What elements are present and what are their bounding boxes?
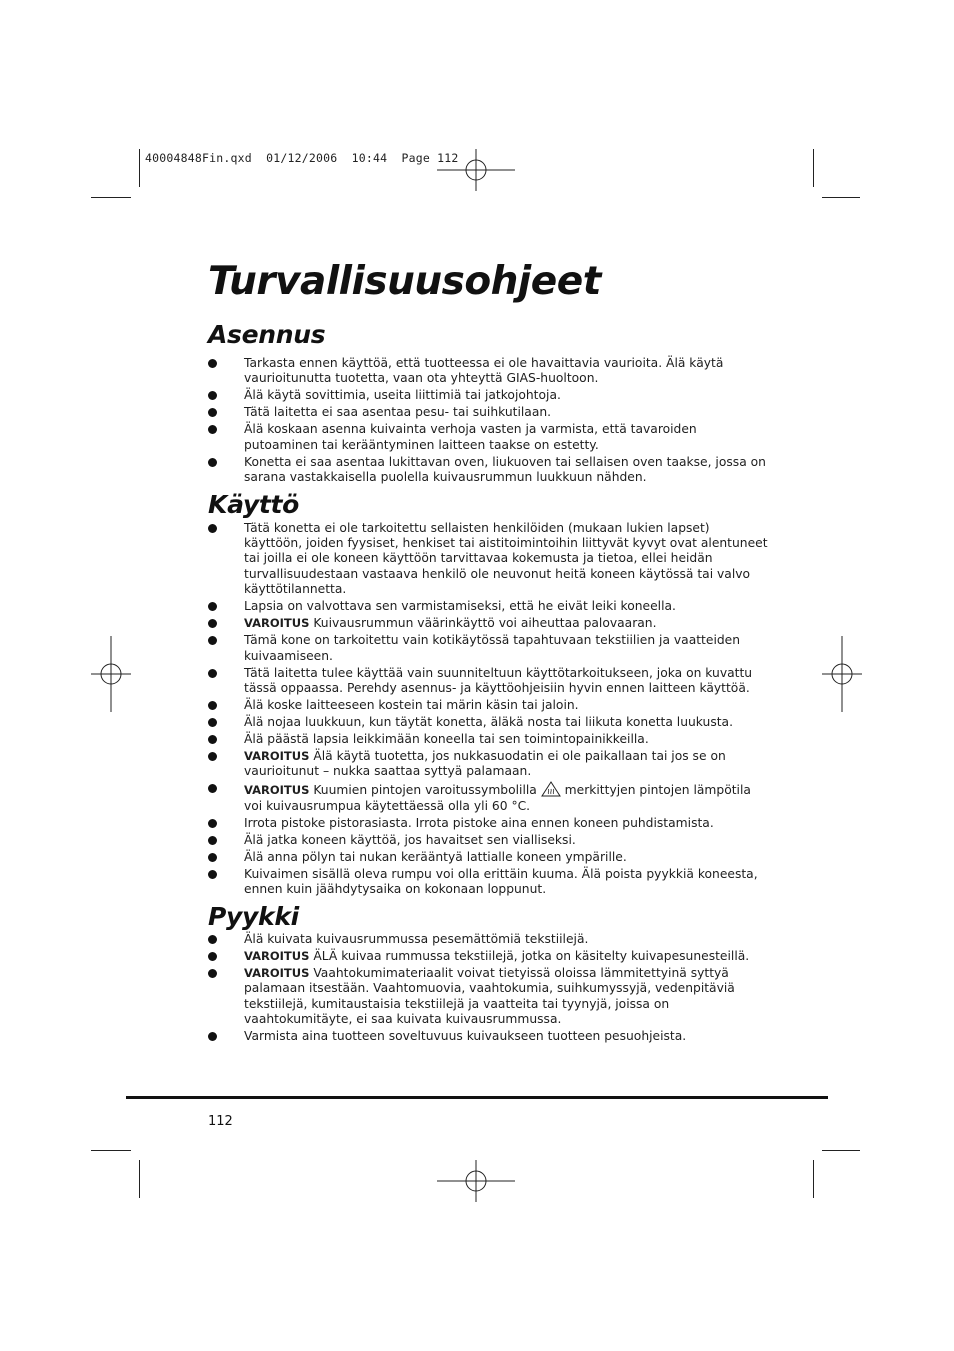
bullet-icon	[208, 619, 217, 628]
page-content	[208, 258, 768, 1046]
kaytto-list	[208, 521, 768, 898]
list-item: Konetta ei saa asentaa lukittavan oven, liukuoven tai sellaisen oven taakse, jossa on sarana vastakkaisella puolella kuivausrummun luukkuun nähden.	[208, 455, 768, 486]
bullet-icon	[208, 1032, 217, 1041]
list-item: Älä koskaan asenna kuivainta verhoja vasten ja varmista, että tavaroiden putoaminen tai kerääntyminen laitteen taakse on estetty.	[208, 422, 768, 453]
bullet-icon	[208, 870, 217, 879]
asennus-list	[208, 356, 768, 486]
printer-slug: 40004848Fin.qxd 01/12/2006 10:44 Page 112	[145, 151, 459, 165]
bullet-icon	[208, 718, 217, 727]
crop-mark	[813, 1160, 814, 1198]
warning-label: VAROITUS	[244, 965, 310, 980]
warning-label: VAROITUS	[244, 783, 310, 798]
list-item: Irrota pistoke pistorasiasta. Irrota pistoke aina ennen koneen puhdistamista.	[208, 816, 768, 831]
list-item: Älä anna pölyn tai nukan kerääntyä lattialle koneen ympärille.	[208, 850, 768, 865]
list-item: Kuivaimen sisällä oleva rumpu voi olla erittäin kuuma. Älä poista pyykkiä koneesta, ennen kuin jäähdytysaika on kokonaan loppunut.	[208, 867, 768, 898]
crop-mark	[822, 1150, 860, 1151]
bullet-icon	[208, 425, 217, 434]
bullet-icon	[208, 784, 217, 793]
bullet-icon	[208, 408, 217, 417]
list-item: VAROITUS Älä käytä tuotetta, jos nukkasuodatin ei ole paikallaan tai jos se on vaurioitunut – nukka saattaa syttyä palamaan.	[208, 749, 768, 780]
bullet-icon	[208, 935, 217, 944]
registration-mark-icon	[437, 1160, 515, 1202]
hot-surface-warning-icon	[541, 781, 561, 797]
list-item: Tarkasta ennen käyttöä, että tuotteessa ei ole havaittavia vaurioita. Älä käytä vaurioitunutta tuotetta, vaan ota yhteyttä GIAS-huoltoon.	[208, 356, 768, 387]
list-item: Tätä konetta ei ole tarkoitettu sellaisten henkilöiden (mukaan lukien lapset) käyttöön, joiden fyysiset, henkiset tai aistitoimintoihin liittyvät kyvyt ovat alentuneet tai joilla ei ole koneen käyttöön tarvittavaa kokemusta ja tietoa, ellei heidän turvallisuudestaan vastaava henkilö ole neuvonut heitä koneen käytössä tai valvo käyttötilannetta.	[208, 521, 768, 598]
page-title: Turvallisuusohjeet	[208, 259, 601, 304]
bullet-icon	[208, 524, 217, 533]
section-title-kaytto: Käyttö	[208, 489, 300, 519]
bullet-icon	[208, 853, 217, 862]
bullet-icon	[208, 359, 217, 368]
bullet-icon	[208, 819, 217, 828]
list-item: Tätä laitetta ei saa asentaa pesu- tai suihkutilaan.	[208, 405, 768, 420]
section-title-asennus: Asennus	[208, 320, 326, 349]
list-item: Älä koske laitteeseen kostein tai märin käsin tai jaloin.	[208, 698, 768, 713]
pyykki-list	[208, 932, 768, 1045]
page-number: 112	[208, 1114, 233, 1129]
bullet-icon	[208, 458, 217, 467]
registration-mark-icon	[822, 636, 862, 712]
list-item: Älä nojaa luukkuun, kun täytät konetta, äläkä nosta tai liikuta konetta luukusta.	[208, 715, 768, 730]
section-title-pyykki: Pyykki	[208, 901, 299, 931]
bullet-icon	[208, 969, 217, 978]
list-item: VAROITUS Kuumien pintojen varoitussymbolilla merkittyjen pintojen lämpötila voi kuivausrumpua käytettäessä olla yli 60 °C.	[208, 781, 768, 814]
list-item: Älä kuivata kuivausrummussa pesemättömiä tekstiilejä.	[208, 932, 768, 947]
list-item: Lapsia on valvottava sen varmistamiseksi, että he eivät leiki koneella.	[208, 599, 768, 614]
crop-mark	[91, 1150, 131, 1151]
list-item: VAROITUS Kuivausrummun väärinkäyttö voi aiheuttaa palovaaran.	[208, 616, 768, 631]
list-item: Älä käytä sovittimia, useita liittimiä tai jatkojohtoja.	[208, 388, 768, 403]
bullet-icon	[208, 952, 217, 961]
warning-label: VAROITUS	[244, 616, 310, 631]
list-item: VAROITUS ÄLÄ kuivaa rummussa tekstiilejä, jotka on käsitelty kuivapesunesteillä.	[208, 949, 768, 964]
bullet-icon	[208, 701, 217, 710]
registration-mark-icon	[437, 149, 515, 191]
warning-label: VAROITUS	[244, 948, 310, 963]
crop-mark	[139, 149, 140, 187]
warning-label: VAROITUS	[244, 749, 310, 764]
list-item: Tämä kone on tarkoitettu vain kotikäytössä tapahtuvaan tekstiilien ja vaatteiden kuivaamiseen.	[208, 633, 768, 664]
crop-mark	[813, 149, 814, 187]
list-item: Älä jatka koneen käyttöä, jos havaitset sen vialliseksi.	[208, 833, 768, 848]
registration-mark-icon	[91, 636, 131, 712]
list-item: Älä päästä lapsia leikkimään koneella tai sen toimintopainikkeilla.	[208, 732, 768, 747]
bullet-icon	[208, 735, 217, 744]
list-item: VAROITUS Vaahtokumimateriaalit voivat tietyissä oloissa lämmitettyinä syttyä palamaan itsestään. Vaahtomuovia, vaahtokumia, suihkumyssyjä, vedenpitäviä tekstiilejä, kumitaustaisia tekstiilejä ja vaatteita tai tyynyjä, joissa on vaahtokumitäyte, ei saa kuivata kuivausrummussa.	[208, 966, 768, 1028]
crop-mark	[822, 197, 860, 198]
bullet-icon	[208, 752, 217, 761]
bullet-icon	[208, 669, 217, 678]
crop-mark	[139, 1160, 140, 1198]
crop-mark	[91, 197, 131, 198]
bullet-icon	[208, 636, 217, 645]
bullet-icon	[208, 836, 217, 845]
list-item: Tätä laitetta tulee käyttää vain suunniteltuun käyttötarkoitukseen, joka on kuvattu tässä oppaassa. Perehdy asennus- ja käyttöohjeisiin hyvin ennen laitteen käyttöä.	[208, 666, 768, 697]
bullet-icon	[208, 391, 217, 400]
list-item: Varmista aina tuotteen soveltuvuus kuivaukseen tuotteen pesuohjeista.	[208, 1029, 768, 1044]
footer-rule	[126, 1096, 828, 1099]
bullet-icon	[208, 602, 217, 611]
